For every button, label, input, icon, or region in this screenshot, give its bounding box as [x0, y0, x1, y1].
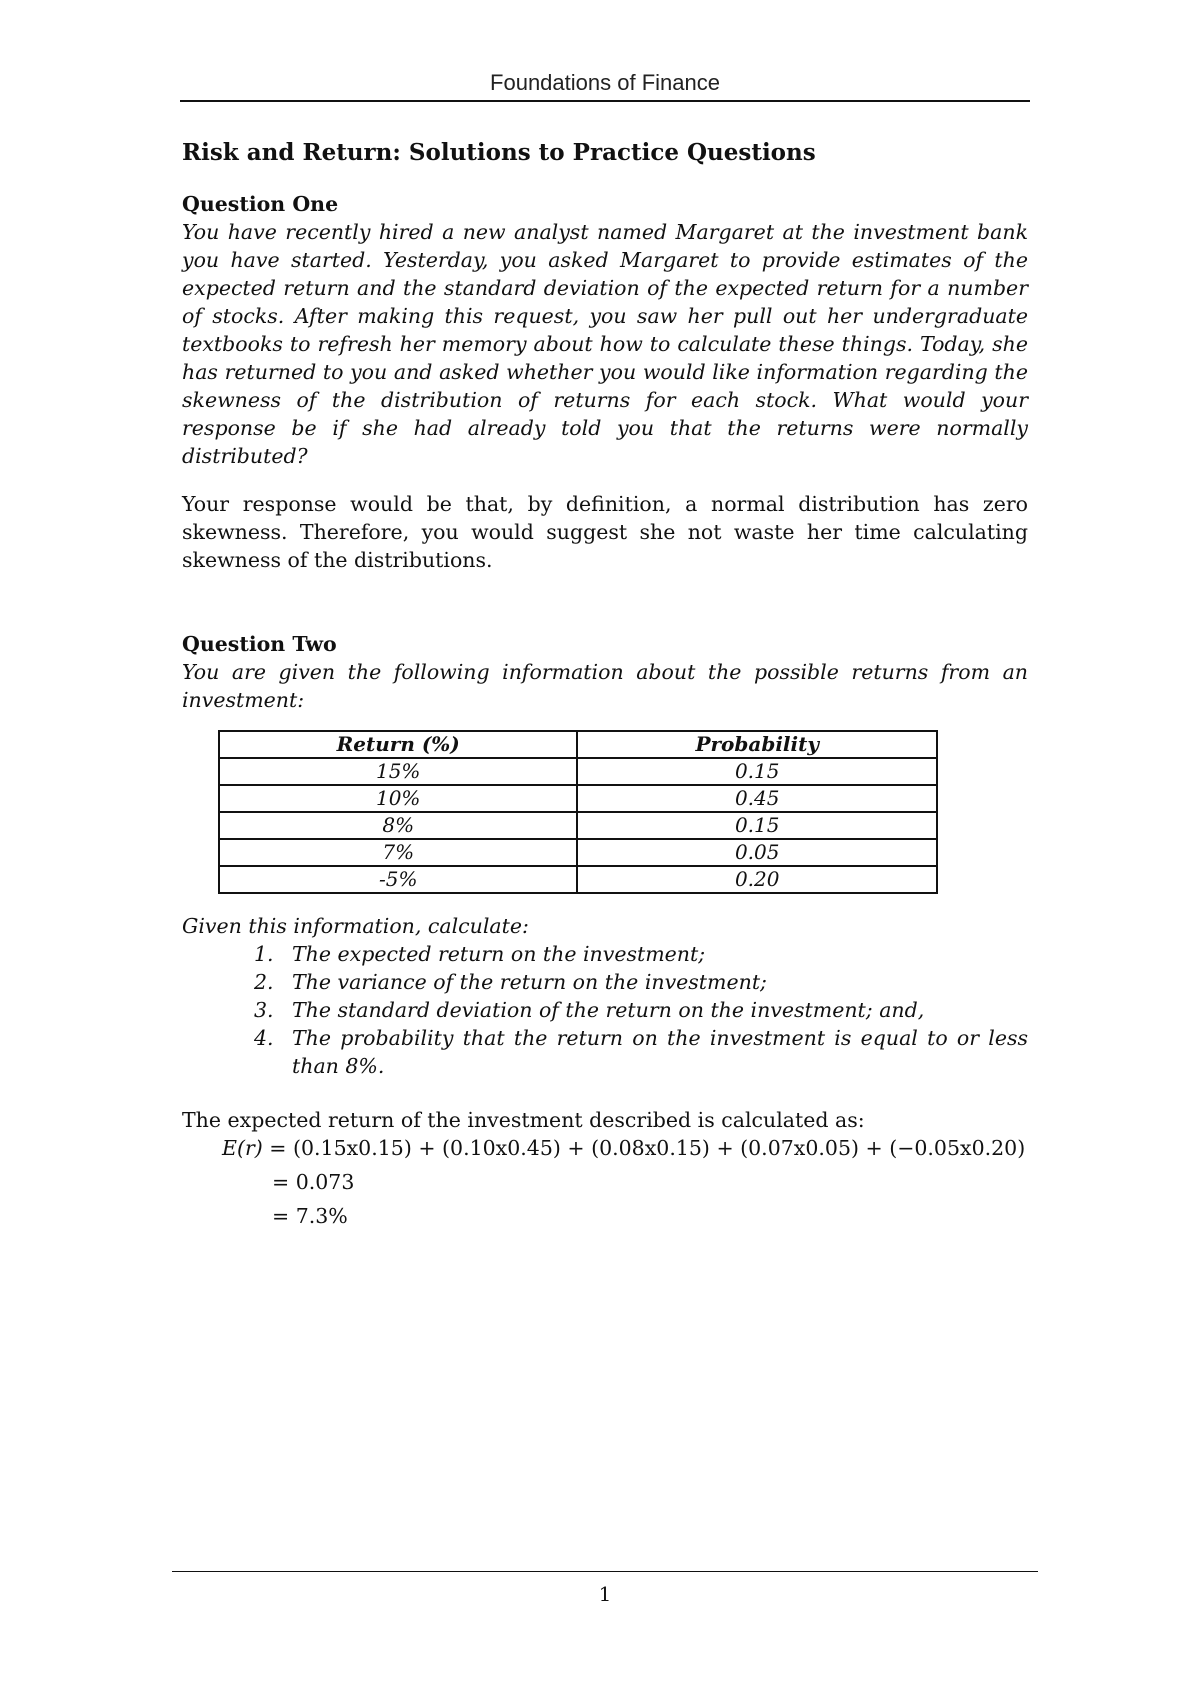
probability-cell: 0.15: [577, 758, 937, 785]
formula-lhs: E(r): [222, 1136, 263, 1160]
list-item-text: The standard deviation of the return on the investment; and,: [292, 998, 925, 1022]
return-cell: 7%: [219, 839, 577, 866]
footer-rule: [172, 1571, 1038, 1572]
formula-step-2: = 0.073: [272, 1170, 355, 1194]
list-item-text: The expected return on the investment;: [292, 942, 706, 966]
returns-table: [218, 730, 938, 894]
list-item-text: The probability that the return on the investment is equal to or less than 8%.: [292, 1026, 1028, 1078]
table-header-row: [219, 731, 937, 758]
question-one-answer: Your response would be that, by definition, a normal distribution has zero skewness. Therefore, you would suggest she not waste her time calculating skewness of the distributions.: [182, 492, 1028, 572]
question-one-section: [182, 190, 1028, 574]
list-item: [182, 968, 1028, 996]
list-item-number: 1.: [254, 942, 274, 966]
list-item: [182, 1024, 1028, 1080]
list-item-number: 3.: [254, 998, 274, 1022]
list-item-number: 2.: [254, 970, 274, 994]
expected-return-formula: [222, 1134, 1028, 1162]
formula-rhs: = (0.15x0.15) + (0.10x0.45) + (0.08x0.15) + (0.07x0.05) + (−0.05x0.20): [262, 1136, 1026, 1160]
document-body: [182, 138, 1028, 1230]
list-item: [182, 996, 1028, 1024]
probability-cell: 0.20: [577, 866, 937, 893]
section-spacer: [182, 574, 1028, 630]
question-two-heading: Question Two: [182, 632, 337, 656]
question-one-prompt: You have recently hired a new analyst named Margaret at the investment bank you have started. Yesterday, you asked Margaret to provide estimates of the expected return and the standard deviation of the expected return for a number of stocks. After making this request, you saw her pull out her undergraduate textbooks to refresh her memory about how to calculate these things. Today, she has returned to you and asked whether you would like information regarding the skewness of the distribution of returns for each stock. What would your response be if she had already told you that the returns were normally distributed?: [182, 220, 1028, 468]
table-row: [219, 785, 937, 812]
table-row: [219, 839, 937, 866]
page-number: 1: [598, 1582, 612, 1606]
probability-cell: 0.05: [577, 839, 937, 866]
probability-cell: 0.15: [577, 812, 937, 839]
probability-cell: 0.45: [577, 785, 937, 812]
column-header-return: Return (%): [219, 731, 577, 758]
given-intro: Given this information, calculate:: [182, 914, 529, 938]
list-item-number: 4.: [254, 1026, 274, 1050]
question-one-heading: Question One: [182, 192, 339, 216]
task-list: [182, 940, 1028, 1080]
table-row: [219, 866, 937, 893]
calculation-intro: The expected return of the investment described is calculated as:: [182, 1108, 865, 1132]
return-cell: 8%: [219, 812, 577, 839]
list-item-text: The variance of the return on the investment;: [292, 970, 767, 994]
column-header-probability: Probability: [577, 731, 937, 758]
return-cell: -5%: [219, 866, 577, 893]
return-cell: 10%: [219, 785, 577, 812]
table-row: [219, 758, 937, 785]
list-item: [182, 940, 1028, 968]
header-rule: [180, 100, 1030, 102]
return-cell: 15%: [219, 758, 577, 785]
table-row: [219, 812, 937, 839]
question-two-prompt: You are given the following information about the possible returns from an investment:: [182, 660, 1028, 712]
question-two-section: [182, 630, 1028, 1230]
formula-step-3: = 7.3%: [272, 1204, 348, 1228]
document-title: Risk and Return: Solutions to Practice Questions: [182, 139, 816, 166]
running-header: Foundations of Finance: [490, 70, 720, 95]
